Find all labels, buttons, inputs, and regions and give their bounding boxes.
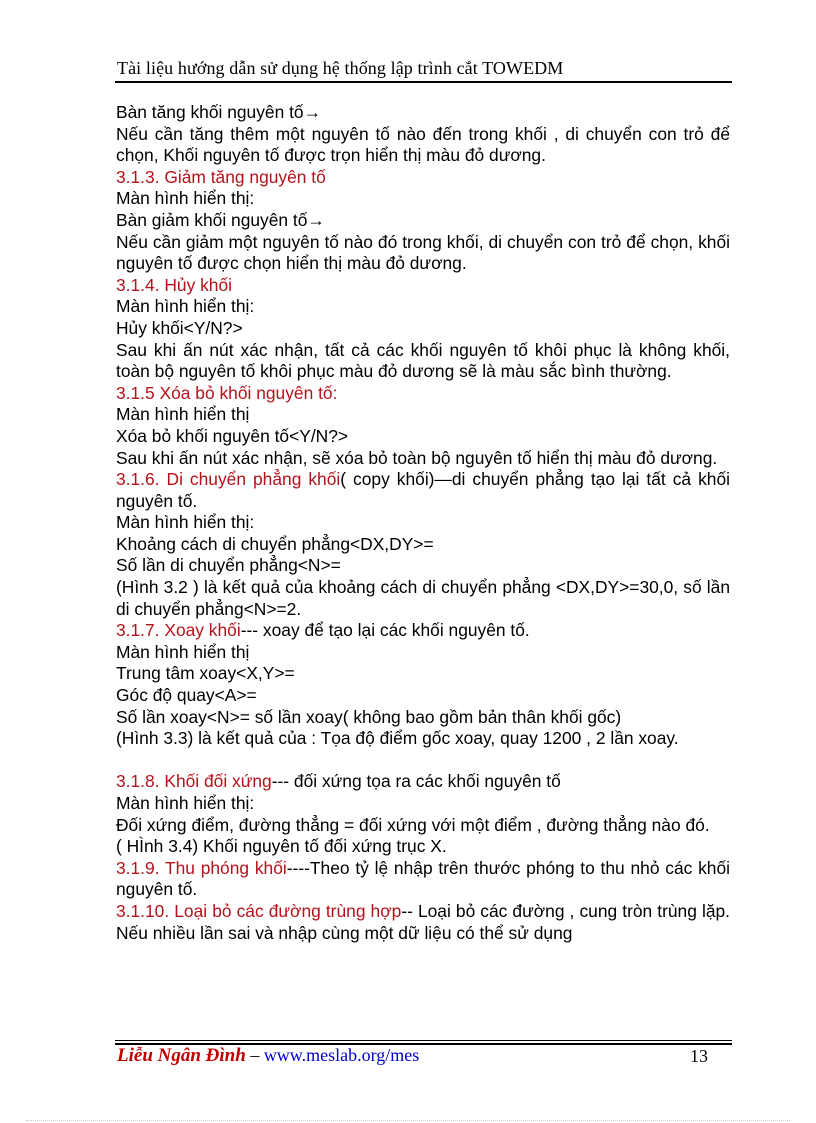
body-line: Màn hình hiển thị: — [116, 793, 255, 813]
footer-credit — [117, 1045, 419, 1067]
body-paragraph: Nếu cần tăng thêm một nguyên tố nào đến trong khối , di chuyển con trỏ để chọn, Khối nguyên tố được trọn hiển thị màu đỏ dương. — [116, 123, 730, 166]
body-line: Bàn giảm khối nguyên tố→ — [116, 209, 325, 230]
body-paragraph: Sau khi ấn nút xác nhận, sẽ xóa bỏ toàn bộ nguyên tố hiển thị màu đỏ dương. — [116, 447, 718, 468]
section-heading-3-1-10: 3.1.10. Loại bỏ các đường trùng hợp — [116, 900, 402, 921]
footer-separator: – — [245, 1045, 264, 1065]
body-line: Hủy khối<Y/N?> — [116, 317, 243, 338]
section-heading-3-1-8: 3.1.8. Khối đối xứng — [116, 771, 272, 792]
body-line: Màn hình hiển thị: — [116, 512, 255, 533]
page-number: 13 — [690, 1046, 708, 1066]
body-paragraph: Nếu cần giảm một nguyên tố nào đó trong khối, di chuyển con trỏ để chọn, khối nguyên tố được chọn hiển thị màu đỏ dương. — [116, 231, 730, 274]
body-paragraph: Sau khi ấn nút xác nhận, tất cả các khối nguyên tố khôi phục là không khối, toàn bộ nguyên tố khôi phục màu đỏ dương sẽ là màu sắc bình thường. — [116, 339, 730, 382]
body-line: Màn hình hiển thị: — [116, 188, 255, 209]
body-line: ( HÌnh 3.4) Khối nguyên tố đối xứng trục X. — [116, 836, 447, 857]
section-heading-text: --- xoay để tạo lại các khối nguyên tố. — [240, 620, 530, 641]
body-line: Khoảng cách di chuyển phẳng<DX,DY>= — [116, 533, 434, 554]
body-line: Màn hình hiển thị — [116, 641, 250, 662]
document-body — [116, 102, 730, 944]
footer-rule — [115, 1040, 732, 1041]
section-heading-3-1-6: 3.1.6. Di chuyển phẳng khối — [116, 469, 341, 490]
section-heading-3-1-9: 3.1.9. Thu phóng khối — [116, 857, 287, 878]
section-heading-3-1-4: 3.1.4. Hủy khối — [116, 274, 233, 295]
section-paragraph-3-1-7 — [116, 620, 730, 642]
body-line: Màn hình hiển thị: — [116, 296, 255, 317]
section-paragraph-3-1-9 — [116, 858, 730, 901]
section-paragraph-3-1-8 — [116, 771, 730, 793]
body-line: Xóa bỏ khối nguyên tố<Y/N?> — [116, 425, 349, 446]
running-header: Tài liệu hướng dẫn sử dụng hệ thống lập trình cắt TOWEDM — [117, 58, 564, 78]
section-heading-3-1-7: 3.1.7. Xoay khối — [116, 620, 241, 641]
section-heading-3-1-3: 3.1.3. Giảm tăng nguyên tố — [116, 166, 326, 187]
body-line: Trung tâm xoay<X,Y>= — [116, 663, 295, 684]
body-paragraph: (Hình 3.3) là kết quả của : Tọa độ điểm gốc xoay, quay 1200 , 2 lần xoay. — [116, 728, 679, 749]
section-heading-3-1-5: 3.1.5 Xóa bỏ khối nguyên tố: — [116, 382, 338, 403]
body-line: Bàn tăng khối nguyên tố→ — [116, 102, 321, 122]
footer-url-link[interactable]: www.meslab.org/mes — [263, 1045, 420, 1065]
body-paragraph: (Hình 3.2 ) là kết quả của khoảng cách di chuyển phẳng <DX,DY>=30,0, số lần di chuyển phẳng<N>=2. — [116, 577, 730, 619]
body-line: Số lần di chuyển phẳng<N>= — [116, 555, 341, 576]
header-rule — [115, 81, 732, 83]
body-line: Góc độ quay<A>= — [116, 685, 257, 706]
body-line: Số lần xoay<N>= số lần xoay( không bao gồm bản thân khối gốc) — [116, 706, 622, 727]
section-heading-text: -- Loại bỏ các đường , cung tròn trùng lặp. Nếu nhiều lần sai và nhập cùng một dữ liệu có thể sử dụng — [116, 900, 731, 943]
section-paragraph-3-1-6 — [116, 469, 730, 512]
blank-line — [116, 750, 730, 772]
section-heading-text: --- đối xứng tọa ra các khối nguyên tố — [271, 771, 561, 792]
body-line: Màn hình hiển thị — [116, 404, 250, 425]
section-heading-text: ( copy khối)—di chuyển phẳng tạo lại tất cả khối nguyên tố. — [116, 469, 730, 511]
section-paragraph-3-1-10 — [116, 901, 730, 944]
page-break-line — [26, 1120, 790, 1121]
body-paragraph: Đối xứng điểm, đường thẳng = đối xứng với một điểm , đường thẳng nào đó. — [116, 814, 710, 835]
author-name: Liễu Ngân Đình — [117, 1045, 246, 1066]
section-heading-text: ----Theo tỷ lệ nhập trên thước phóng to thu nhỏ các khối nguyên tố. — [116, 857, 731, 900]
